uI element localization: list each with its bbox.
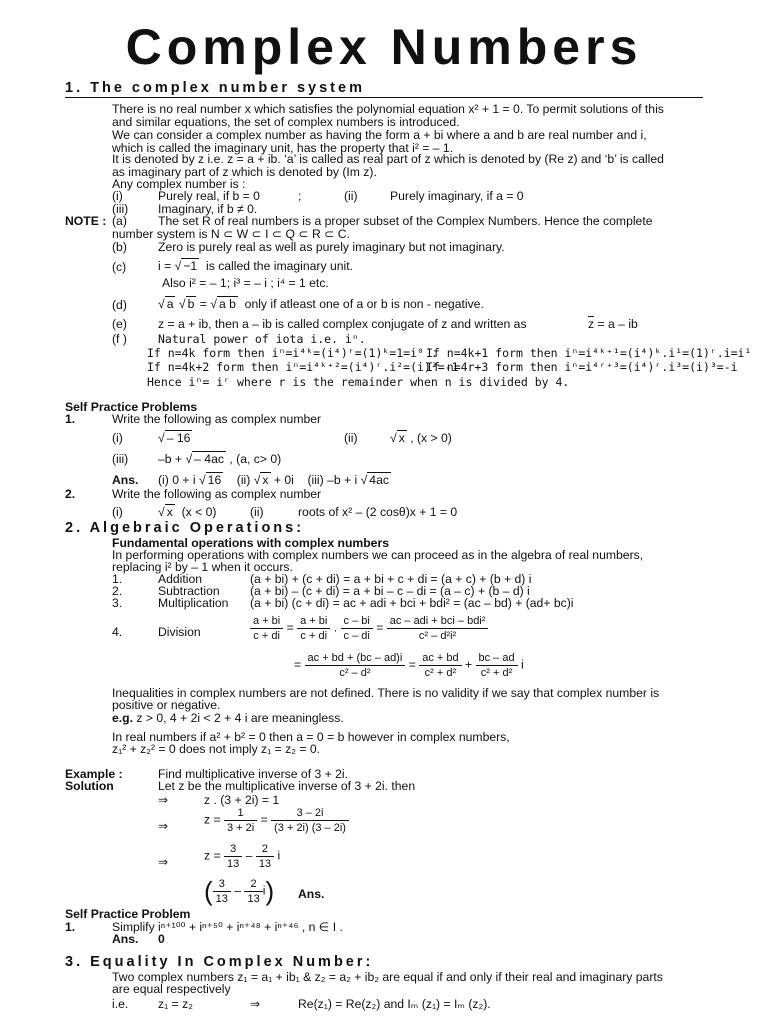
section-3-heading: 3. Equality In Complex Number: (65, 954, 374, 970)
list-label: (iii) (112, 452, 129, 466)
imaginary-unit-def: i = √ −1 is called the imaginary unit. (158, 259, 353, 273)
s2-paragraph: replacing i² by – 1 when it occurs. (112, 560, 293, 574)
power-rule: If n=4k+1 form then iⁿ=i⁴ᵏ⁺¹=(i⁴)ᵏ.i¹=(1)ʳ.i=i¹ (426, 346, 752, 360)
answer-value: 0 (158, 932, 165, 946)
list-text: Imaginary, if b ≠ 0. (158, 202, 258, 216)
solution-text: Let z be the multiplicative inverse of 3 + 2i. then (158, 779, 416, 793)
list-label: (i) (112, 505, 123, 519)
list-label: (f ) (112, 332, 127, 346)
problem-text: Write the following as complex number (112, 412, 322, 426)
s2-paragraph: Inequalities in complex numbers are not defined. There is no validity if we say that complex number is (112, 686, 660, 700)
example-line: e.g. z > 0, 4 + 2i < 2 + 4 i are meaningless. (112, 711, 344, 725)
s2-paragraph: positive or negative. (112, 698, 221, 712)
op-name: Division (158, 625, 201, 639)
s1-paragraph: There is no real number x which satisfies the polynomial equation x² + 1 = 0. To permit solutions of this (112, 102, 664, 116)
s2-paragraph: In real numbers if a² + b² = 0 then a = 0 = b however in complex numbers, (112, 730, 510, 744)
solution-answer: ( $\frac{3}{13}$ – $\frac{2}{13}$ i) (204, 876, 275, 906)
solution-step: z . (3 + 2i) = 1 (204, 793, 280, 807)
implies-symbol: ⇒ (158, 819, 169, 833)
list-label: (ii) (250, 505, 264, 519)
op-expr: (a + bi) (c + di) = ac + adi + bci + bdi² = (ac – bd) + (ad+ bc)i (250, 596, 574, 610)
power-rule: Hence iⁿ= iʳ where r is the remainder when n is divided by 4. (147, 375, 570, 389)
list-text: Purely imaginary, if a = 0 (390, 189, 524, 203)
division-line-2: = $\frac{ac + bd + (bc - ad)i}{\text{c² – d²}}$ = $\frac{ac + bd}{\text{c² + d²}}$ + $\frac{bc - ad}{\text{c² + d²}}$ i (294, 652, 524, 679)
op-number: 2. (112, 584, 123, 598)
s1-paragraph: which is called the imaginary unit, has the property that i² = – 1. (112, 141, 454, 155)
separator: ; (298, 189, 302, 203)
solution-step-3: z = $\frac{3}{13}$ – $\frac{2}{13}$ i (204, 843, 281, 870)
division-line-1: $\frac{a + bi}{c + di}$ = $\frac{a + bi}{c + di}$ . $\frac{c - bi}{c - di}$ = $\frac{\text{ac – adi + bci – bdi²}}{\text{c² – d²i²}}$ (250, 614, 488, 643)
expr: √ x , (x > 0) (390, 431, 452, 445)
section-1-heading: 1. The complex number system (65, 80, 703, 98)
power-rule: If n=4r+3 form then iⁿ=i⁴ʳ⁺³=(i⁴)ʳ.i³=(i)³=-i (426, 360, 738, 374)
list-label: (b) (112, 240, 127, 254)
s1-paragraph: Any complex number is : (112, 177, 246, 191)
op-expr: (a + bi) + (c + di) = a + bi + c + di = (a + c) + (b + d) i (250, 572, 532, 586)
implies-symbol: ⇒ (158, 793, 169, 807)
s3-paragraph: Two complex numbers z₁ = a₁ + ib₁ & z₂ = a₂ + ib₂ are equal if and only if their real and imaginary parts (112, 970, 663, 984)
list-text: Zero is purely real as well as purely imaginary but not imaginary. (158, 240, 505, 254)
self-practice-heading: Self Practice Problem (65, 907, 191, 921)
expr: –b + √ – 4ac , (a, c> 0) (158, 452, 282, 466)
list-label: (e) (112, 317, 127, 331)
ie-label: i.e. (112, 997, 129, 1011)
section-2-heading: 2. Algebraic Operations: (65, 520, 305, 536)
self-practice-heading: Self Practice Problems (65, 400, 198, 414)
list-label: (ii) (344, 189, 358, 203)
answer-label: Ans. (112, 473, 139, 487)
op-number: 3. (112, 596, 123, 610)
solution-step-2: z = $\frac{1}{3 + 2i}$ = $\frac{3 - 2i}{(3 + 2i) (3 - 2i)}$ (204, 806, 349, 835)
solution-label: Solution (65, 779, 114, 793)
powers-of-i: Also i² = – 1; i³ = – i ; i⁴ = 1 etc. (162, 276, 329, 290)
equality-expr: Re(z₁) = Re(z₂) and Iₘ (z₁) = Iₘ (z₂). (298, 997, 491, 1011)
list-label: (ii) (344, 431, 358, 445)
implies-symbol: ⇒ (158, 855, 169, 869)
expr: √ x (x < 0) (158, 505, 217, 519)
list-text: Purely real, if b = 0 (158, 189, 260, 203)
power-rule: If n=4k form then iⁿ=i⁴ᵏ=(i⁴)ʳ=(1)ᵏ=1=i⁰ . (147, 346, 438, 360)
answer-label: Ans. (112, 932, 139, 946)
expr: roots of x² – (2 cosθ)x + 1 = 0 (298, 505, 458, 519)
s1-paragraph: and similar equations, the set of complex numbers is introduced. (112, 115, 460, 129)
op-expr: (a + bi) – (c + di) = a + bi – c – di = (a – c) + (b – d) i (250, 584, 530, 598)
s1-paragraph: We can consider a complex number as having the form a + bi where a and b are real number and i, (112, 128, 647, 142)
list-text: z = a + ib, then a – ib is called complex conjugate of z and written as (158, 317, 527, 331)
list-label: (d) (112, 298, 127, 312)
s2-paragraph: In performing operations with complex numbers we can proceed as in the algebra of real numbers, (112, 548, 644, 562)
answer-expr: (i) 0 + i √ 16 (ii) √ x + 0i (iii) –b + i √ 4ac (158, 473, 389, 487)
problem-text: Simplify iⁿ⁺¹⁰⁰ + iⁿ⁺⁵⁰ + iⁿ⁺⁴⁸ + iⁿ⁺⁴⁶ , n ∈ I . (112, 920, 343, 934)
example-text: Find multiplicative inverse of 3 + 2i. (158, 767, 349, 781)
list-label: (i) (112, 189, 123, 203)
example-label: Example : (65, 767, 123, 781)
list-label: (a) (112, 214, 127, 228)
conjugate-expr: z = a – ib (588, 317, 638, 331)
sqrt-product-rule: √ a √ b = √ a b only if atleast one of a or b is non - negative. (158, 297, 484, 311)
op-name: Subtraction (158, 584, 220, 598)
s1-paragraph: as imaginary part of z which is denoted by (Im z). (112, 165, 377, 179)
op-number: 4. (112, 625, 123, 639)
problem-number: 1. (65, 412, 76, 426)
s1-paragraph: It is denoted by z i.e. z = a + ib. ‘a’ is called as real part of z which is denoted by (Re z) and ‘b’ is called (112, 152, 664, 166)
problem-number: 1. (65, 920, 76, 934)
problem-text: Write the following as complex number (112, 487, 322, 501)
op-number: 1. (112, 572, 123, 586)
list-text: number system is N ⊂ W ⊂ I ⊂ Q ⊂ R ⊂ C. (112, 227, 350, 241)
implies-symbol: ⇒ (250, 997, 261, 1011)
page-title: Complex Numbers (125, 19, 643, 75)
list-label: (c) (112, 260, 127, 274)
equality-expr: z₁ = z₂ (158, 997, 193, 1011)
list-label: (i) (112, 431, 123, 445)
s2-paragraph: z₁² + z₂² = 0 does not imply z₁ = z₂ = 0. (112, 742, 321, 756)
op-name: Addition (158, 572, 203, 586)
s3-paragraph: are equal respectively (112, 982, 231, 996)
note-label: NOTE : (65, 214, 107, 228)
list-text: The set R of real numbers is a proper subset of the Complex Numbers. Hence the complete (158, 214, 653, 228)
list-text: Natural power of iota i.e. iⁿ. (158, 332, 366, 346)
answer-label: Ans. (298, 887, 325, 901)
list-label: (iii) (112, 202, 129, 216)
expr: √ – 16 (158, 431, 191, 445)
problem-number: 2. (65, 487, 76, 501)
subheading: Fundamental operations with complex numbers (112, 536, 389, 550)
power-rule: If n=4k+2 form then iⁿ=i⁴ᵏ⁺²=(i⁴)ʳ.i²=(i)²=-1 (147, 360, 459, 374)
op-name: Multiplication (158, 596, 229, 610)
